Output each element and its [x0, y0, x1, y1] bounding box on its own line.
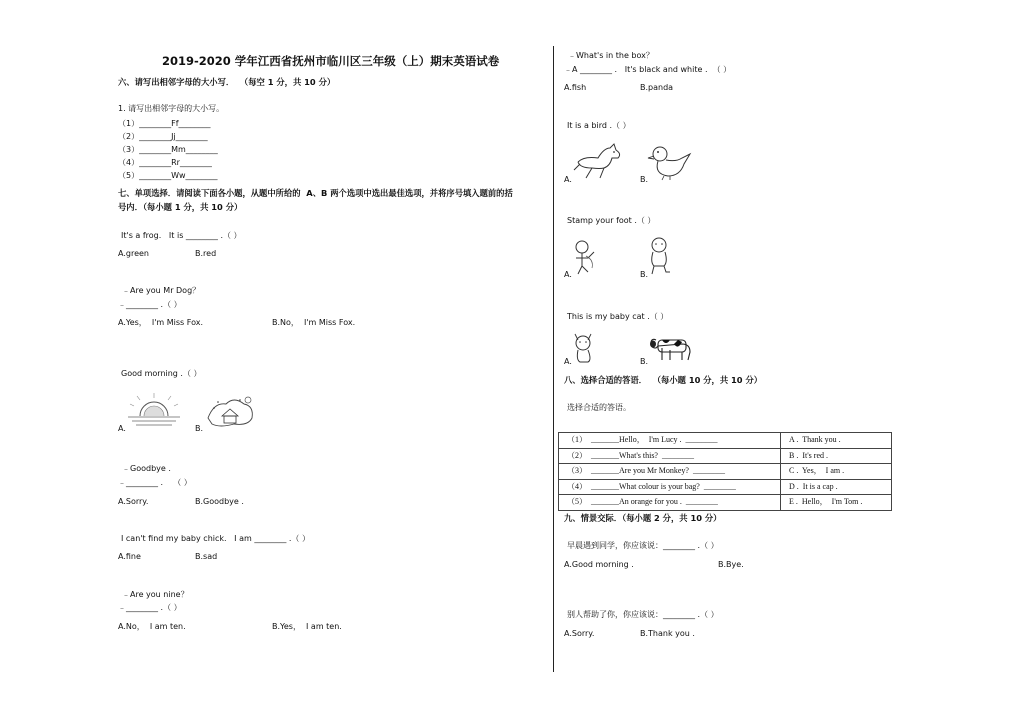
- q3-option-b: B.: [195, 424, 204, 433]
- table-row: [559, 479, 892, 495]
- q6-line-1: ﹣Are you nine？: [122, 590, 189, 599]
- section-7-heading: 七、单项选择．请阅读下面各小题，从题中所给的 A、B 两个选项中选出最佳选项，并将序号填入题前的括: [118, 188, 513, 198]
- page-title: 2019-2020 学年江西省抚州市临川区三年级（上）期末英语试卷: [162, 54, 500, 68]
- section-8-heading: 八、选择合适的答语． （每小题 10 分，共 10 分）: [564, 375, 763, 385]
- s9-q1-option-a: A.Good morning .: [564, 560, 634, 569]
- s8-question-1: 选择合适的答语。: [567, 403, 631, 412]
- q8-stem: It is a bird .（ ）: [567, 121, 631, 130]
- s6-question-1: 1. 请写出相邻字母的大小写。: [118, 104, 225, 113]
- table-cell-answer: A . Thank you .: [781, 433, 892, 449]
- s9-q2-option-b: B.Thank you .: [640, 629, 695, 638]
- q10-stem: This is my baby cat .（ ）: [567, 312, 669, 321]
- s6-item-2: （2）________Jj________: [118, 132, 208, 141]
- table-row: [559, 433, 892, 449]
- q1-stem: It's a frog. It is ________ .（ ）: [121, 231, 242, 240]
- table-cell-answer: D . It is a cap .: [781, 479, 892, 495]
- boy-action-a-image: [568, 238, 602, 276]
- q6-option-a: A.No， I am ten.: [118, 622, 186, 631]
- table-row: [559, 448, 892, 464]
- column-divider: [553, 46, 554, 672]
- q5-option-a: A.fine: [118, 552, 141, 561]
- table-cell-question: （4） _______What colour is your bag? ________: [559, 479, 781, 495]
- table-cell-answer: B . It's red .: [781, 448, 892, 464]
- s9-q2-stem: 别人帮助了你，你应该说：________ .（ ）: [567, 610, 719, 619]
- section-9-heading: 九、情景交际．（每小题 2 分，共 10 分）: [564, 513, 722, 523]
- s6-item-1: （1）________Ff________: [118, 119, 211, 128]
- q6-option-b: B.Yes， I am ten.: [272, 622, 342, 631]
- q3-option-a: A.: [118, 424, 126, 433]
- bird-image: [646, 140, 692, 182]
- section-7-heading-cont: 号内．（每小题 1 分，共 10 分）: [118, 202, 243, 212]
- table-cell-answer: C . Yes， I am .: [781, 464, 892, 480]
- q1-option-b: B.red: [195, 249, 217, 258]
- q7-option-b: B.panda: [640, 83, 674, 92]
- q1-option-a: A.green: [118, 249, 149, 258]
- table-cell-question: （2） _______What's this? ________: [559, 448, 781, 464]
- table-cell-question: （5） _______An orange for you . ________: [559, 495, 781, 511]
- q8-option-b: B.: [640, 175, 649, 184]
- q2-line-2: ﹣________ .（ ）: [118, 300, 182, 309]
- answer-matching-table: [558, 432, 892, 511]
- q5-stem: I can't find my baby chick. I am ________ .（ ）: [121, 534, 310, 543]
- s6-item-4: （4）________Rr________: [118, 158, 212, 167]
- table-row: [559, 464, 892, 480]
- cat-image: [570, 330, 596, 364]
- s9-q1-stem: 早晨遇到同学，你应该说：________ .（ ）: [567, 541, 719, 550]
- q2-line-1: ﹣Are you Mr Dog？: [122, 286, 201, 295]
- q4-option-b: B.Goodbye .: [195, 497, 244, 506]
- s6-item-3: （3）________Mm________: [118, 145, 218, 154]
- q10-option-b: B.: [640, 357, 649, 366]
- s6-item-5: （5）________Ww________: [118, 171, 218, 180]
- q9-option-b: B.: [640, 270, 649, 279]
- table-cell-question: （3） _______Are you Mr Monkey? ________: [559, 464, 781, 480]
- q9-stem: Stamp your foot .（ ）: [567, 216, 656, 225]
- boy-action-b-image: [644, 236, 674, 276]
- q5-option-b: B.sad: [195, 552, 218, 561]
- sunrise-image: [126, 392, 182, 428]
- q2-option-a: A.Yes， I'm Miss Fox.: [118, 318, 204, 327]
- q8-option-a: A.: [564, 175, 572, 184]
- q4-option-a: A.Sorry.: [118, 497, 149, 506]
- s9-q2-option-a: A.Sorry.: [564, 629, 595, 638]
- q2-option-b: B.No， I'm Miss Fox.: [272, 318, 356, 327]
- table-row: [559, 495, 892, 511]
- q4-line-1: ﹣Goodbye .: [122, 464, 171, 473]
- cow-image: [648, 332, 694, 364]
- table-cell-question: （1） _______Hello， I'm Lucy . ________: [559, 433, 781, 449]
- q9-option-a: A.: [564, 270, 572, 279]
- q4-line-2: ﹣________ . （ ）: [118, 478, 192, 487]
- q6-line-2: ﹣________ .（ ）: [118, 603, 182, 612]
- night-house-image: [204, 394, 256, 430]
- section-6-heading: 六、请写出相邻字母的大小写． （每空 1 分，共 10 分）: [118, 77, 336, 87]
- q10-option-a: A.: [564, 357, 572, 366]
- q7-line-1: ﹣What's in the box？: [568, 51, 654, 60]
- table-cell-answer: E . Hello， I'm Tom .: [781, 495, 892, 511]
- q7-option-a: A.fish: [564, 83, 587, 92]
- q3-stem: Good morning .（ ）: [121, 369, 202, 378]
- s9-q1-option-b: B.Bye.: [718, 560, 744, 569]
- horse-image: [570, 140, 626, 182]
- q7-line-2: ﹣A ________ . It's black and white . （ ）: [564, 65, 732, 74]
